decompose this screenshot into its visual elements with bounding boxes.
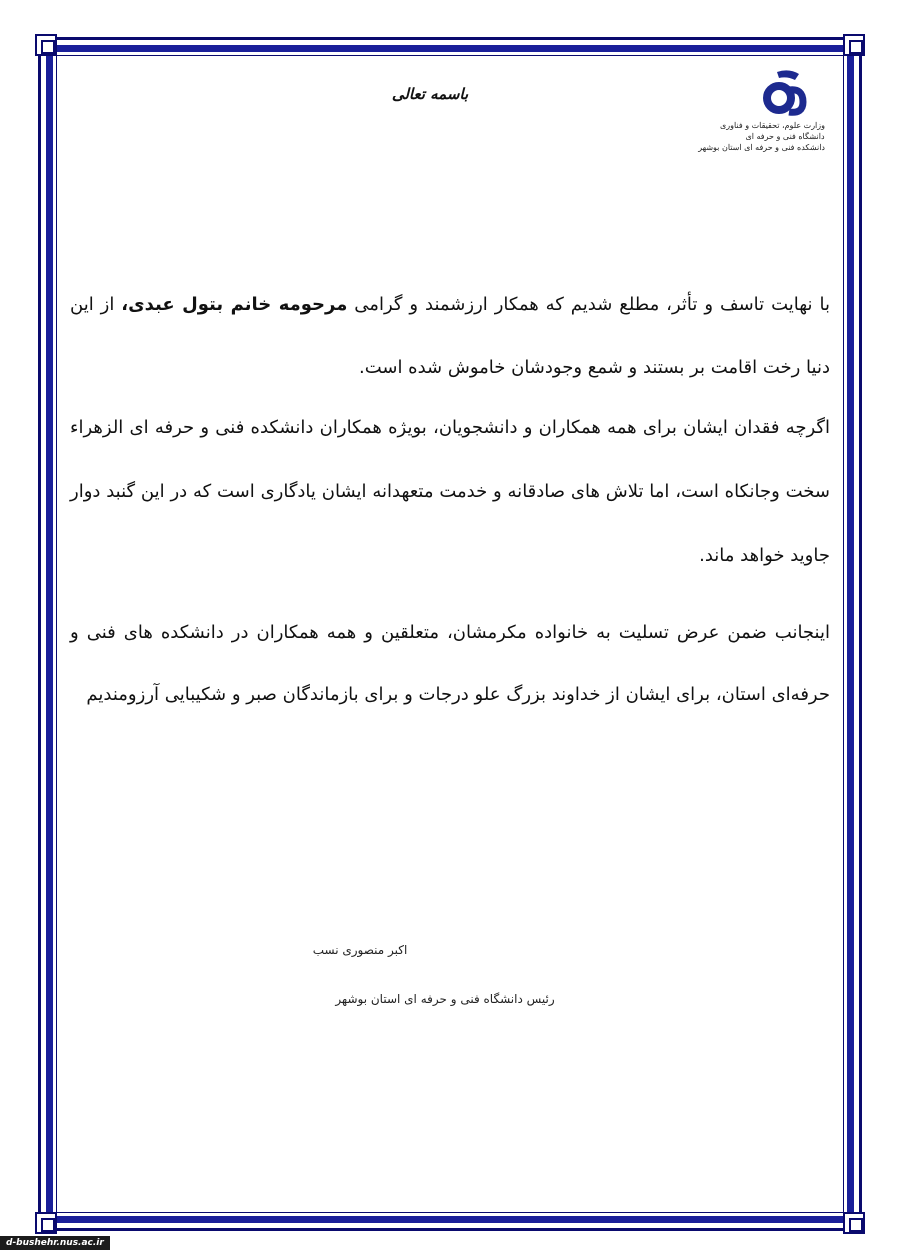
logo-line-university: دانشگاه فنی و حرفه ای (745, 132, 825, 141)
university-logo (698, 68, 825, 168)
paragraph-announcement (70, 273, 830, 399)
logo-caption (698, 120, 825, 153)
logo-line-ministry: وزارت علوم، تحقیقات و فناوری (720, 121, 825, 130)
announcement-text-start: با نهایت تاسف و تأثر، مطلع شدیم که همکار ارزشمند و گرامی (347, 294, 830, 315)
paragraph-condolence: اینجانب ضمن عرض تسلیت به خانواده مکرمشان، متعلقین و همه همکاران در دانشکده های فنی و حرفه‌ای استان، برای ایشان از خداوند بزرگ علو درجات و برای بازماندگان صبر و شکیبایی آرزومندیم (70, 622, 830, 705)
frame-corner-bottom-right (843, 1212, 865, 1234)
frame-corner-top-left (35, 34, 57, 56)
site-watermark: d-bushehr.nus.ac.ir (0, 1236, 110, 1250)
basmala-heading: باسمه تعالی (391, 85, 469, 103)
frame-corner-bottom-left (35, 1212, 57, 1234)
frame-corner-top-right (843, 34, 865, 56)
announcement-text-end: از این دنیا رخت اقامت بر بستند و شمع وجودشان خاموش شده است. (70, 294, 830, 378)
logo-line-faculty: دانشکده فنی و حرفه ای استان بوشهر (698, 143, 825, 152)
signatory-name: اکبر منصوری نسب (312, 943, 408, 957)
signatory-title: رئیس دانشگاه فنی و حرفه ای استان بوشهر (335, 992, 555, 1006)
paragraph-tribute: اگرچه فقدان ایشان برای همه همکاران و دانشجویان، بویژه همکاران دانشکده فنی و حرفه ای الزهراء سخت وجانکاه است، اما تلاش های صادقانه و خدمت متعهدانه ایشان یادگاری است که در این گنبد دوار جاوید خواهد ماند. (70, 417, 830, 566)
deceased-name: مرحومه خانم بتول عبدی، (121, 294, 348, 315)
university-emblem-icon (759, 68, 811, 118)
